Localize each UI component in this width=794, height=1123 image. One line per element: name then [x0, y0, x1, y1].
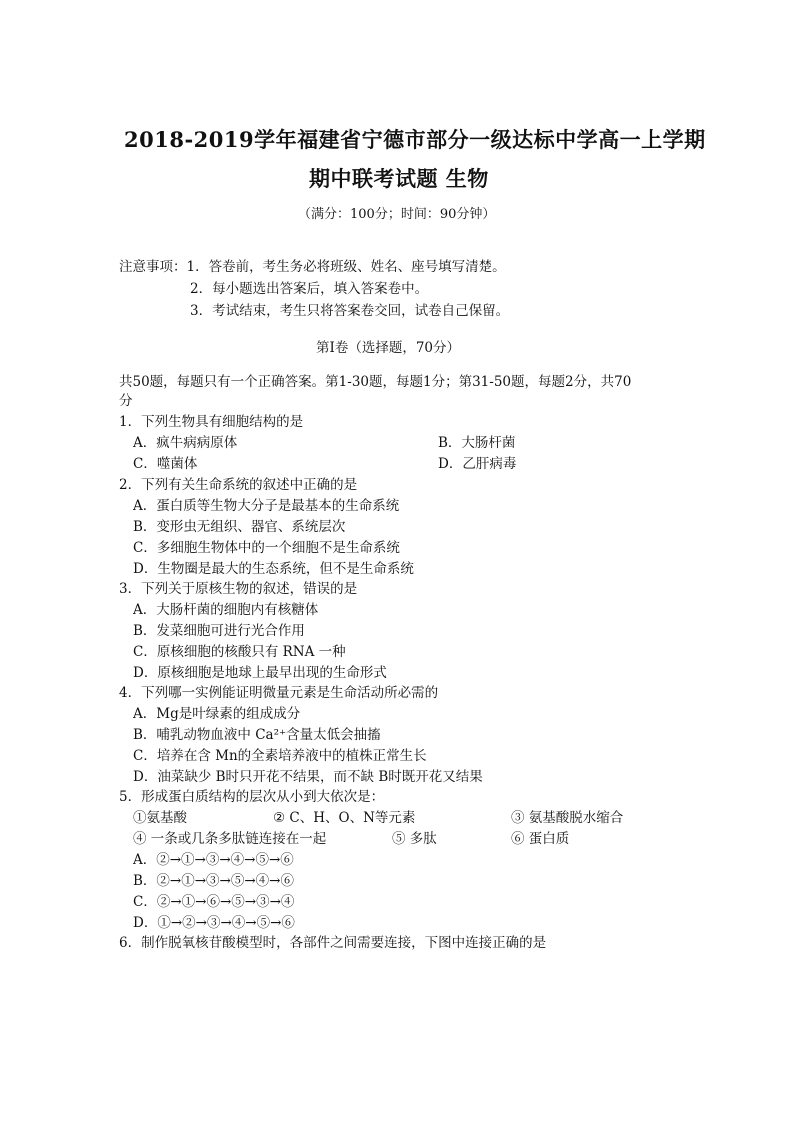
question-5-stem: 5．形成蛋白质结构的层次从小到大依次是： — [119, 789, 385, 805]
question-5-item-5: ⑤ 多肽 — [392, 831, 437, 847]
question-3-option-c: C．原核细胞的核酸只有 RNA 一种 — [133, 644, 346, 660]
question-5-item-1: ①氨基酸 — [133, 810, 187, 826]
exam-info: （满分：100分；时间：90分钟） — [298, 207, 496, 222]
question-4-stem: 4．下列哪一实例能证明微量元素是生命活动所必需的 — [119, 685, 439, 701]
question-4-option-b: B．哺乳动物血液中 Ca²⁺含量太低会抽搐 — [133, 727, 381, 743]
notes-item-2: 2．每小题选出答案后，填入答案卷中。 — [190, 281, 429, 297]
question-1-option-a: A．疯牛病病原体 — [133, 435, 238, 451]
question-3-option-a: A．大肠杆菌的细胞内有核糖体 — [133, 602, 319, 618]
question-5-option-d: D．①→②→③→④→⑤→⑥ — [133, 915, 295, 931]
question-3-option-b: B．发菜细胞可进行光合作用 — [133, 623, 305, 639]
page-title-line2: 期中联考试题 生物 — [309, 166, 489, 191]
section-intro-line2: 分 — [119, 393, 133, 409]
section-heading: 第Ⅰ卷（选择题，70分） — [316, 340, 461, 356]
question-2-stem: 2．下列有关生命系统的叙述中正确的是 — [119, 477, 358, 493]
question-2-option-b: B．变形虫无组织、器官、系统层次 — [133, 519, 346, 535]
question-2-option-c: C．多细胞生物体中的一个细胞不是生命系统 — [133, 540, 400, 556]
question-5-item-6: ⑥ 蛋白质 — [511, 831, 570, 847]
section-intro-line1: 共50题，每题只有一个正确答案。第1-30题，每题1分；第31-50题，每题2分，共70 — [119, 374, 632, 390]
question-1-option-b: B．大肠杆菌 — [438, 435, 516, 451]
question-3-stem: 3．下列关于原核生物的叙述，错误的是 — [119, 581, 358, 597]
question-5-item-2: ② C、H、O、N等元素 — [273, 810, 416, 826]
question-4-option-d: D．油菜缺少 B时只开花不结果，而不缺 B时既开花又结果 — [133, 769, 483, 785]
question-5-item-4: ④ 一条或几条多肽链连接在一起 — [133, 831, 327, 847]
question-2-option-d: D．生物圈是最大的生态系统，但不是生命系统 — [133, 561, 414, 577]
question-6-stem: 6．制作脱氧核苷酸模型时，各部件之间需要连接，下图中连接正确的是 — [119, 935, 547, 951]
question-1-option-d: D．乙肝病毒 — [438, 456, 517, 472]
question-3-option-d: D．原核细胞是地球上最早出现的生命形式 — [133, 665, 387, 681]
question-4-option-a: A．Mg是叶绿素的组成成分 — [133, 706, 301, 722]
question-5-option-b: B．②→①→③→⑤→④→⑥ — [133, 873, 294, 889]
question-1-stem: 1．下列生物具有细胞结构的是 — [119, 414, 304, 430]
question-5-option-a: A．②→①→③→④→⑤→⑥ — [133, 852, 294, 868]
question-5-option-c: C．②→①→⑥→⑤→③→④ — [133, 894, 295, 910]
question-5-item-3: ③ 氨基酸脱水缩合 — [511, 810, 624, 826]
notes-item-3: 3．考试结束，考生只将答案卷交回，试卷自己保留。 — [190, 303, 510, 319]
page-title-line1: 2018-2019学年福建省宁德市部分一级达标中学高一上学期 — [124, 127, 706, 152]
question-4-option-c: C．培养在含 Mn的全素培养液中的植株正常生长 — [133, 748, 427, 764]
question-2-option-a: A．蛋白质等生物大分子是最基本的生命系统 — [133, 498, 400, 514]
notes-item-1: 注意事项：1．答卷前，考生务必将班级、姓名、座号填写清楚。 — [119, 259, 506, 275]
question-1-option-c: C．噬菌体 — [133, 456, 198, 472]
